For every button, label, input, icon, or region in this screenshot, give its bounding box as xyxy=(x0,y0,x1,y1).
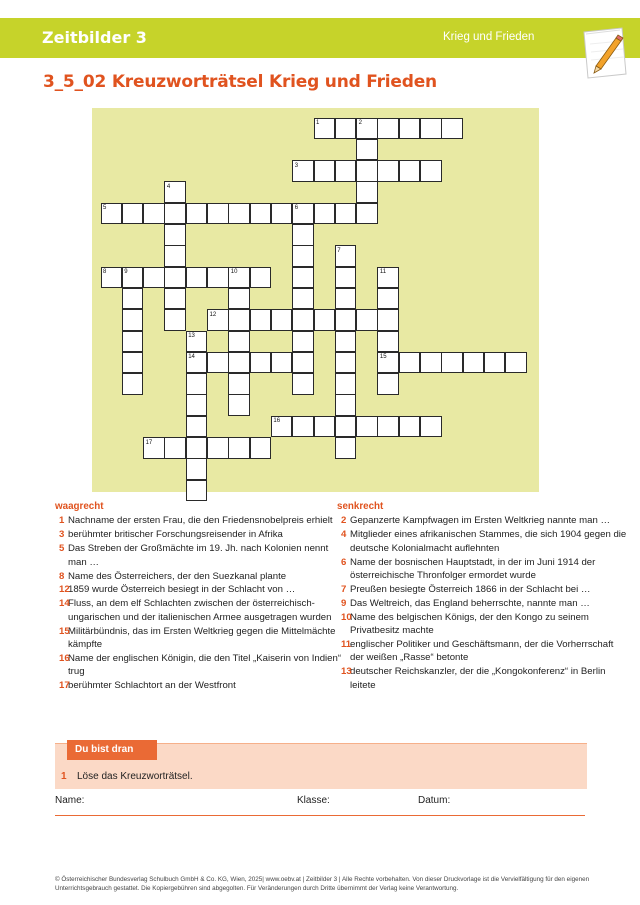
clue-number: 17 xyxy=(59,680,70,692)
crossword-cell[interactable] xyxy=(314,309,336,331)
crossword-cell[interactable] xyxy=(164,224,186,246)
crossword-number-8: 8 xyxy=(103,269,107,276)
clue-number: 1 xyxy=(59,515,65,527)
clue-across-17 xyxy=(55,679,345,692)
crossword-cell[interactable] xyxy=(292,288,314,310)
crossword-cell[interactable] xyxy=(122,309,144,331)
crossword-cell[interactable] xyxy=(377,267,399,289)
header-bar xyxy=(0,18,640,58)
crossword-cell[interactable] xyxy=(228,309,250,331)
crossword-cell[interactable] xyxy=(335,331,357,353)
clue-number: 4 xyxy=(341,529,347,541)
clue-number: 15 xyxy=(59,625,70,637)
crossword-cell[interactable] xyxy=(335,203,357,225)
crossword-number-6: 6 xyxy=(294,205,299,212)
clue-across-3 xyxy=(55,528,345,541)
crossword-cell[interactable] xyxy=(335,288,357,310)
crossword-cell[interactable] xyxy=(335,373,357,395)
crossword-cell[interactable] xyxy=(356,160,378,182)
crossword-cell[interactable] xyxy=(399,160,421,182)
clue-across-16 xyxy=(55,652,345,679)
crossword-cell[interactable] xyxy=(207,203,229,225)
header-title: Zeitbilder 3 xyxy=(42,28,147,47)
crossword-cell[interactable] xyxy=(356,416,378,438)
crossword-number-2: 2 xyxy=(358,120,362,126)
crossword-cell[interactable] xyxy=(420,160,442,182)
crossword-cell[interactable] xyxy=(271,416,293,438)
crossword-cell[interactable] xyxy=(186,267,208,289)
crossword-panel xyxy=(92,108,539,492)
crossword-cell[interactable] xyxy=(186,352,208,374)
crossword-cell[interactable] xyxy=(463,352,485,374)
crossword-number-14: 14 xyxy=(188,354,195,361)
crossword-cell[interactable] xyxy=(335,352,357,374)
crossword-cell[interactable] xyxy=(377,288,399,310)
crossword-cell[interactable] xyxy=(186,458,208,480)
crossword-cell[interactable] xyxy=(228,203,250,225)
clue-text: Das Weltreich, das England beherrschte, nannte man … xyxy=(350,597,590,609)
task-box xyxy=(55,743,587,789)
crossword-cell[interactable] xyxy=(377,416,399,438)
crossword-cell[interactable] xyxy=(228,352,250,374)
clue-number: 13 xyxy=(341,666,352,678)
crossword-cell[interactable] xyxy=(292,224,314,246)
crossword-cell[interactable] xyxy=(122,373,144,395)
crossword-cell[interactable] xyxy=(164,181,186,203)
clue-down-2 xyxy=(337,514,627,527)
clue-down-4 xyxy=(337,528,627,555)
crossword-cell[interactable] xyxy=(292,309,314,331)
clue-text: Name des belgischen Königs, der den Kongo zu seinem Privatbesitz machte xyxy=(350,611,589,637)
crossword-cell[interactable] xyxy=(356,309,378,331)
header-subtitle: Krieg und Frieden xyxy=(443,31,535,43)
crossword-cell[interactable] xyxy=(420,352,442,374)
crossword-cell[interactable] xyxy=(292,373,314,395)
page-title: 3_5_02 Kreuzworträtsel Krieg und Frieden xyxy=(43,72,437,92)
clue-text: Nachname der ersten Frau, die den Friedensnobelpreis erhielt xyxy=(68,515,333,527)
field-underline xyxy=(55,815,585,816)
crossword-cell[interactable] xyxy=(122,331,144,353)
clue-text: deutscher Reichskanzler, der die „Kongokonferenz“ in Berlin leitete xyxy=(350,666,606,691)
crossword-cell[interactable] xyxy=(335,267,357,289)
task-text: Löse das Kreuzworträtsel. xyxy=(77,771,193,782)
clues-across xyxy=(55,500,345,693)
crossword-cell[interactable] xyxy=(271,352,293,374)
crossword-cell[interactable] xyxy=(377,352,399,374)
crossword-cell[interactable] xyxy=(164,203,186,225)
crossword-cell[interactable] xyxy=(250,203,272,225)
crossword-cell[interactable] xyxy=(484,352,506,374)
crossword-cell[interactable] xyxy=(292,416,314,438)
clue-text: englischer Politiker und Geschäftsmann, der die Vorherrschaft der weißen „Rasse“ betonte xyxy=(350,639,614,664)
crossword-cell[interactable] xyxy=(250,437,272,459)
clue-down-13 xyxy=(337,665,627,692)
crossword-cell[interactable] xyxy=(186,373,208,395)
crossword-cell[interactable] xyxy=(228,288,250,310)
klasse-field-label: Klasse: xyxy=(297,795,330,806)
clue-number: 3 xyxy=(59,529,65,541)
clue-down-9 xyxy=(337,597,627,610)
crossword-cell[interactable] xyxy=(186,203,208,225)
clue-number: 16 xyxy=(59,652,70,664)
crossword-cell[interactable] xyxy=(314,416,336,438)
crossword-cell[interactable] xyxy=(335,309,357,331)
crossword-cell[interactable] xyxy=(101,267,123,289)
crossword-cell[interactable] xyxy=(292,160,314,182)
crossword-number-5: 5 xyxy=(103,205,107,212)
clue-text: berühmter britischer Forschungsreisender in Afrika xyxy=(68,529,283,541)
clues-down-heading: senkrecht xyxy=(337,501,384,512)
crossword-cell[interactable] xyxy=(335,394,357,416)
clue-number: 10 xyxy=(341,611,352,623)
crossword-cell[interactable] xyxy=(186,331,208,353)
crossword-cell[interactable] xyxy=(292,352,314,374)
footer-copyright xyxy=(55,875,595,893)
crossword-cell[interactable] xyxy=(164,245,186,267)
name-field-label: Name: xyxy=(55,795,85,806)
crossword-cell[interactable] xyxy=(441,118,463,140)
clue-across-8 xyxy=(55,570,345,583)
clue-across-5 xyxy=(55,542,345,569)
crossword-cell[interactable] xyxy=(314,118,336,140)
crossword-cell[interactable] xyxy=(399,352,421,374)
clue-text: Fluss, an dem elf Schlachten zwischen der österreichisch-ungarischen und der italienischen Armee ausgetragen wurden xyxy=(68,598,332,623)
crossword-cell[interactable] xyxy=(377,118,399,140)
clue-text: Name der bosnischen Hauptstadt, in der im Juni 1914 der österreichische Thronfolger ermordet wurde xyxy=(350,556,596,582)
clue-across-12 xyxy=(55,583,345,596)
task-number: 1 xyxy=(61,771,67,782)
crossword-grid xyxy=(92,108,539,492)
crossword-cell[interactable] xyxy=(335,245,357,267)
clue-text: Militärbündnis, das im Ersten Weltkrieg gegen die Mittelmächte kämpfte xyxy=(68,625,336,651)
crossword-cell[interactable] xyxy=(207,267,229,289)
crossword-number-13: 13 xyxy=(188,333,195,339)
crossword-cell[interactable] xyxy=(101,203,123,225)
clue-number: 7 xyxy=(341,583,347,595)
crossword-cell[interactable] xyxy=(377,373,399,395)
crossword-cell[interactable] xyxy=(207,437,229,459)
crossword-cell[interactable] xyxy=(228,437,250,459)
crossword-cell[interactable] xyxy=(207,309,229,331)
crossword-number-1: 1 xyxy=(316,120,320,126)
clue-text: berühmter Schlachtort an der Westfront xyxy=(68,680,236,692)
crossword-cell[interactable] xyxy=(335,160,357,182)
task-tab: Du bist dran xyxy=(67,740,157,760)
crossword-cell[interactable] xyxy=(250,267,272,289)
crossword-number-3: 3 xyxy=(294,162,299,169)
footer-line-1: © Österreichischer Bundesverlag Schulbuch GmbH & Co. KG, Wien, 2025| www.oebv.at | Zeitbilder 3 | Alle Rechte vorbehalten. Von dieser Druckvorlage ist die Vervielfältigung für den eigenen xyxy=(55,876,590,883)
crossword-cell[interactable] xyxy=(335,416,357,438)
crossword-number-15: 15 xyxy=(379,354,387,361)
crossword-cell[interactable] xyxy=(164,288,186,310)
crossword-cell[interactable] xyxy=(356,139,378,161)
crossword-cell[interactable] xyxy=(505,352,527,374)
clue-across-1 xyxy=(55,514,345,527)
crossword-cell[interactable] xyxy=(250,309,272,331)
crossword-cell[interactable] xyxy=(377,160,399,182)
crossword-cell[interactable] xyxy=(228,394,250,416)
crossword-cell[interactable] xyxy=(122,352,144,374)
clue-number: 5 xyxy=(59,543,65,555)
clues-down xyxy=(337,500,627,693)
crossword-cell[interactable] xyxy=(186,416,208,438)
clue-text: Name des Österreichers, der den Suezkanal plante xyxy=(68,570,287,582)
clue-down-10 xyxy=(337,611,627,638)
crossword-cell[interactable] xyxy=(122,203,144,225)
crossword-number-9: 9 xyxy=(124,269,128,276)
crossword-cell[interactable] xyxy=(441,352,463,374)
crossword-cell[interactable] xyxy=(399,118,421,140)
crossword-cell[interactable] xyxy=(143,203,165,225)
crossword-cell[interactable] xyxy=(122,288,144,310)
clue-number: 6 xyxy=(341,556,347,568)
clue-number: 2 xyxy=(341,515,347,527)
crossword-cell[interactable] xyxy=(356,181,378,203)
crossword-cell[interactable] xyxy=(314,160,336,182)
crossword-cell[interactable] xyxy=(250,352,272,374)
clue-text: Gepanzerte Kampfwagen im Ersten Weltkrieg nannte man … xyxy=(350,515,611,527)
clue-text: Das Streben der Großmächte im 19. Jh. nach Kolonien nennt man … xyxy=(68,543,329,568)
crossword-cell[interactable] xyxy=(420,118,442,140)
crossword-cell[interactable] xyxy=(377,309,399,331)
crossword-cell[interactable] xyxy=(164,309,186,331)
crossword-cell[interactable] xyxy=(420,416,442,438)
crossword-cell[interactable] xyxy=(143,437,165,459)
crossword-cell[interactable] xyxy=(164,267,186,289)
clues-across-heading: waagrecht xyxy=(55,501,104,512)
crossword-cell[interactable] xyxy=(335,118,357,140)
clue-across-14 xyxy=(55,597,345,624)
footer-line-2: Unterrichtsgebrauch gestattet. Die Kopiergebühren sind abgegolten. Für Veränderungen durch Dritte übernimmt der Verlag keine Verantwortung. xyxy=(55,885,459,892)
crossword-cell[interactable] xyxy=(228,267,250,289)
datum-field-label: Datum: xyxy=(418,795,451,806)
crossword-cell[interactable] xyxy=(122,267,144,289)
clue-text: Mitglieder eines afrikanischen Stammes, die sich 1904 gegen die deutsche Kolonialmacht auflehnten xyxy=(350,529,627,554)
crossword-number-17: 17 xyxy=(145,439,153,446)
crossword-cell[interactable] xyxy=(292,267,314,289)
crossword-cell[interactable] xyxy=(399,416,421,438)
crossword-cell[interactable] xyxy=(292,331,314,353)
crossword-cell[interactable] xyxy=(186,394,208,416)
crossword-cell[interactable] xyxy=(356,203,378,225)
crossword-cell[interactable] xyxy=(186,437,208,459)
crossword-cell[interactable] xyxy=(164,437,186,459)
clue-number: 11 xyxy=(341,639,352,651)
crossword-cell[interactable] xyxy=(228,331,250,353)
crossword-cell[interactable] xyxy=(271,203,293,225)
crossword-cell[interactable] xyxy=(292,203,314,225)
clue-down-11 xyxy=(337,638,627,665)
pencil-notepad-icon xyxy=(576,22,632,82)
clue-number: 8 xyxy=(59,570,65,582)
clue-number: 12 xyxy=(59,584,70,596)
clue-text: Preußen besiegte Österreich 1866 in der Schlacht bei … xyxy=(350,583,591,595)
clue-number: 14 xyxy=(59,598,70,610)
crossword-number-7: 7 xyxy=(337,247,341,254)
crossword-cell[interactable] xyxy=(143,267,165,289)
crossword-number-12: 12 xyxy=(209,311,217,318)
crossword-number-4: 4 xyxy=(166,183,171,190)
clue-text: Name der englischen Königin, die den Titel „Kaiserin von Indien“ trug xyxy=(68,652,342,678)
crossword-cell[interactable] xyxy=(335,437,357,459)
clue-down-6 xyxy=(337,556,627,583)
crossword-cell[interactable] xyxy=(228,373,250,395)
crossword-cell[interactable] xyxy=(356,118,378,140)
clue-across-15 xyxy=(55,625,345,652)
clue-number: 9 xyxy=(341,597,347,609)
crossword-number-16: 16 xyxy=(273,418,281,425)
crossword-cell[interactable] xyxy=(207,352,229,374)
crossword-cell[interactable] xyxy=(314,203,336,225)
crossword-number-10: 10 xyxy=(230,269,238,276)
crossword-cell[interactable] xyxy=(186,480,208,502)
crossword-number-11: 11 xyxy=(379,269,387,276)
crossword-cell[interactable] xyxy=(271,309,293,331)
clue-text: 1859 wurde Österreich besiegt in der Schlacht von … xyxy=(68,584,296,596)
crossword-cell[interactable] xyxy=(377,331,399,353)
crossword-cell[interactable] xyxy=(292,245,314,267)
clue-down-7 xyxy=(337,583,627,596)
